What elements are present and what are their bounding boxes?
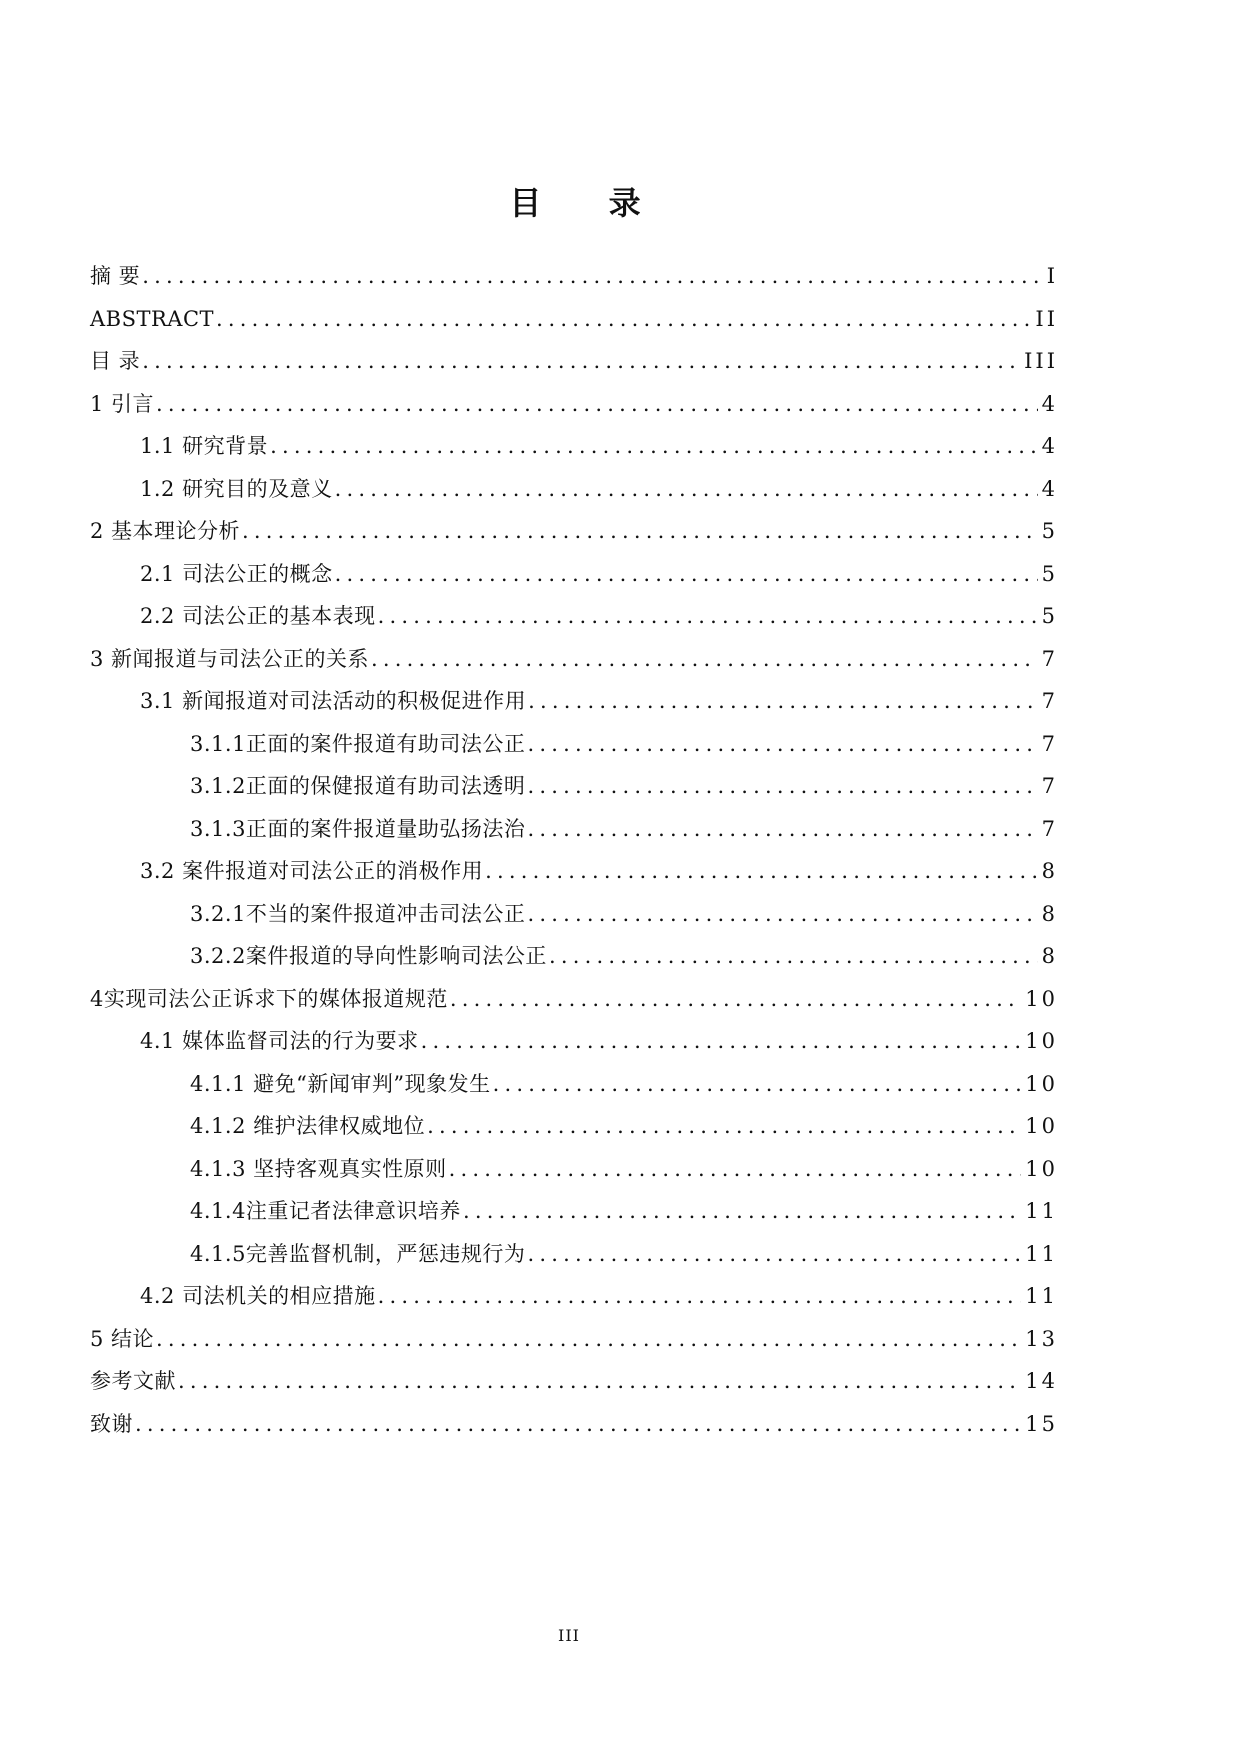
- toc-entry-page: 10: [1025, 986, 1058, 1011]
- toc-dot-leader: [335, 468, 1038, 511]
- toc-entry-title: 3.1.2正面的保健报道有助司法透明: [190, 774, 526, 798]
- toc-entry[interactable]: [90, 1403, 1058, 1446]
- toc-dot-leader: [242, 510, 1038, 553]
- toc-entry[interactable]: [90, 723, 1058, 766]
- toc-entry[interactable]: [90, 468, 1058, 511]
- toc-dot-leader: [378, 595, 1038, 638]
- toc-dot-leader: [378, 1275, 1022, 1318]
- toc-entry-title: 3 新闻报道与司法公正的关系: [90, 646, 370, 671]
- toc-entry-page: 4: [1041, 391, 1058, 416]
- toc-dot-leader: [216, 298, 1031, 341]
- toc-entry-page: 11: [1025, 1284, 1058, 1308]
- toc-entry-page: 4: [1041, 476, 1058, 501]
- toc-entry[interactable]: [90, 255, 1058, 298]
- toc-entry-page: 10: [1025, 1071, 1058, 1096]
- toc-entry[interactable]: [90, 553, 1058, 596]
- toc-entry[interactable]: [90, 595, 1058, 638]
- toc-entry-title: 目 录: [90, 349, 141, 373]
- toc-entry-page: 8: [1041, 944, 1058, 968]
- toc-entry-page: II: [1035, 306, 1058, 331]
- toc-entry-page: 7: [1041, 646, 1058, 671]
- toc-entry-title: 3.2 案件报道对司法公正的消极作用: [140, 859, 484, 883]
- toc-dot-leader: [549, 935, 1038, 978]
- toc-entry[interactable]: [90, 425, 1058, 468]
- toc-dot-leader: [421, 1020, 1022, 1063]
- toc-entry-title: 3.1.1正面的案件报道有助司法公正: [190, 731, 526, 756]
- toc-entry-page: 8: [1041, 901, 1058, 926]
- toc-entry-title: 2.2 司法公正的基本表现: [140, 604, 376, 628]
- toc-entry[interactable]: [90, 510, 1058, 553]
- toc-dot-leader: [135, 1403, 1021, 1446]
- toc-entry-title: 4实现司法公正诉求下的媒体报道规范: [90, 986, 448, 1011]
- toc-entry-title: 4.1.1 避免“新闻审判”现象发生: [190, 1071, 491, 1096]
- toc-entry-title: 致谢: [90, 1411, 133, 1436]
- page-title: 目 录: [509, 184, 669, 223]
- toc-dot-leader: [371, 638, 1038, 681]
- toc-entry-title: 参考文献: [90, 1369, 176, 1393]
- toc-entry-title: 2 基本理论分析: [90, 519, 241, 543]
- toc-entry[interactable]: [90, 978, 1058, 1021]
- toc-entry[interactable]: [90, 808, 1058, 851]
- toc-entry-page: 14: [1025, 1369, 1058, 1393]
- toc-entry[interactable]: [90, 1105, 1058, 1148]
- toc-entry-page: III: [1024, 349, 1058, 373]
- table-of-contents: [90, 255, 1058, 1445]
- toc-entry[interactable]: [90, 1360, 1058, 1403]
- page-number: III: [558, 1626, 580, 1645]
- toc-dot-leader: [142, 255, 1043, 298]
- toc-entry-page: 7: [1041, 774, 1058, 798]
- toc-dot-leader: [528, 680, 1038, 723]
- toc-dot-leader: [156, 383, 1038, 426]
- toc-dot-leader: [485, 850, 1038, 893]
- toc-entry-title: ABSTRACT: [90, 306, 215, 331]
- toc-dot-leader: [527, 723, 1037, 766]
- toc-entry-page: 10: [1025, 1114, 1058, 1138]
- toc-entry-page: 11: [1025, 1199, 1058, 1223]
- toc-entry-title: 1.1 研究背景: [140, 434, 269, 458]
- toc-entry[interactable]: [90, 935, 1058, 978]
- toc-entry-page: 10: [1025, 1156, 1058, 1181]
- toc-entry-page: 7: [1041, 689, 1058, 713]
- toc-entry-title: 3.2.2案件报道的导向性影响司法公正: [190, 944, 547, 968]
- toc-dot-leader: [156, 1318, 1021, 1361]
- toc-dot-leader: [527, 808, 1037, 851]
- toc-dot-leader: [493, 1063, 1022, 1106]
- toc-entry-title: 4.1.3 坚持客观真实性原则: [190, 1156, 447, 1181]
- toc-entry-page: 7: [1041, 816, 1058, 841]
- toc-dot-leader: [427, 1105, 1021, 1148]
- toc-entry-title: 3.2.1不当的案件报道冲击司法公正: [190, 901, 526, 926]
- toc-entry-page: 5: [1041, 519, 1058, 543]
- toc-entry-page: 8: [1041, 859, 1058, 883]
- toc-entry-title: 4.2 司法机关的相应措施: [140, 1284, 376, 1308]
- toc-entry[interactable]: [90, 765, 1058, 808]
- toc-dot-leader: [463, 1190, 1021, 1233]
- toc-entry-page: 10: [1025, 1029, 1058, 1053]
- toc-entry-title: 3.1.3正面的案件报道量助弘扬法治: [190, 816, 526, 841]
- toc-entry-page: 15: [1025, 1411, 1058, 1436]
- toc-entry-page: 11: [1025, 1241, 1058, 1266]
- toc-entry[interactable]: [90, 298, 1058, 341]
- toc-entry[interactable]: [90, 1020, 1058, 1063]
- toc-entry[interactable]: [90, 1063, 1058, 1106]
- toc-entry-title: 4.1.2 维护法律权威地位: [190, 1114, 426, 1138]
- toc-dot-leader: [335, 553, 1038, 596]
- toc-entry[interactable]: [90, 1190, 1058, 1233]
- toc-entry-title: 摘 要: [90, 264, 141, 288]
- toc-entry-title: 1.2 研究目的及意义: [140, 476, 333, 501]
- toc-entry-page: 5: [1041, 604, 1058, 628]
- toc-entry-title: 4.1 媒体监督司法的行为要求: [140, 1029, 419, 1053]
- toc-entry-page: 4: [1041, 434, 1058, 458]
- toc-dot-leader: [449, 1148, 1022, 1191]
- toc-entry-page: I: [1046, 264, 1058, 288]
- toc-dot-leader: [178, 1360, 1021, 1403]
- toc-entry[interactable]: [90, 340, 1058, 383]
- toc-dot-leader: [527, 765, 1037, 808]
- toc-entry[interactable]: [90, 638, 1058, 681]
- toc-entry-title: 3.1 新闻报道对司法活动的积极促进作用: [140, 689, 527, 713]
- toc-entry-title: 4.1.5完善监督机制，严惩违规行为: [190, 1241, 526, 1266]
- toc-dot-leader: [527, 893, 1037, 936]
- toc-entry[interactable]: [90, 1318, 1058, 1361]
- toc-entry-page: 13: [1025, 1326, 1058, 1351]
- toc-entry[interactable]: [90, 1275, 1058, 1318]
- toc-entry[interactable]: [90, 850, 1058, 893]
- toc-entry[interactable]: [90, 1148, 1058, 1191]
- toc-dot-leader: [270, 425, 1038, 468]
- toc-entry-page: 5: [1041, 561, 1058, 586]
- toc-entry[interactable]: [90, 1233, 1058, 1276]
- toc-dot-leader: [527, 1233, 1021, 1276]
- toc-entry[interactable]: [90, 383, 1058, 426]
- toc-entry-title: 1 引言: [90, 391, 155, 416]
- toc-entry-title: 5 结论: [90, 1326, 155, 1351]
- toc-entry-page: 7: [1041, 731, 1058, 756]
- toc-entry[interactable]: [90, 680, 1058, 723]
- toc-entry-title: 4.1.4注重记者法律意识培养: [190, 1199, 461, 1223]
- toc-dot-leader: [142, 340, 1020, 383]
- toc-entry-title: 2.1 司法公正的概念: [140, 561, 333, 586]
- toc-dot-leader: [450, 978, 1021, 1021]
- toc-entry[interactable]: [90, 893, 1058, 936]
